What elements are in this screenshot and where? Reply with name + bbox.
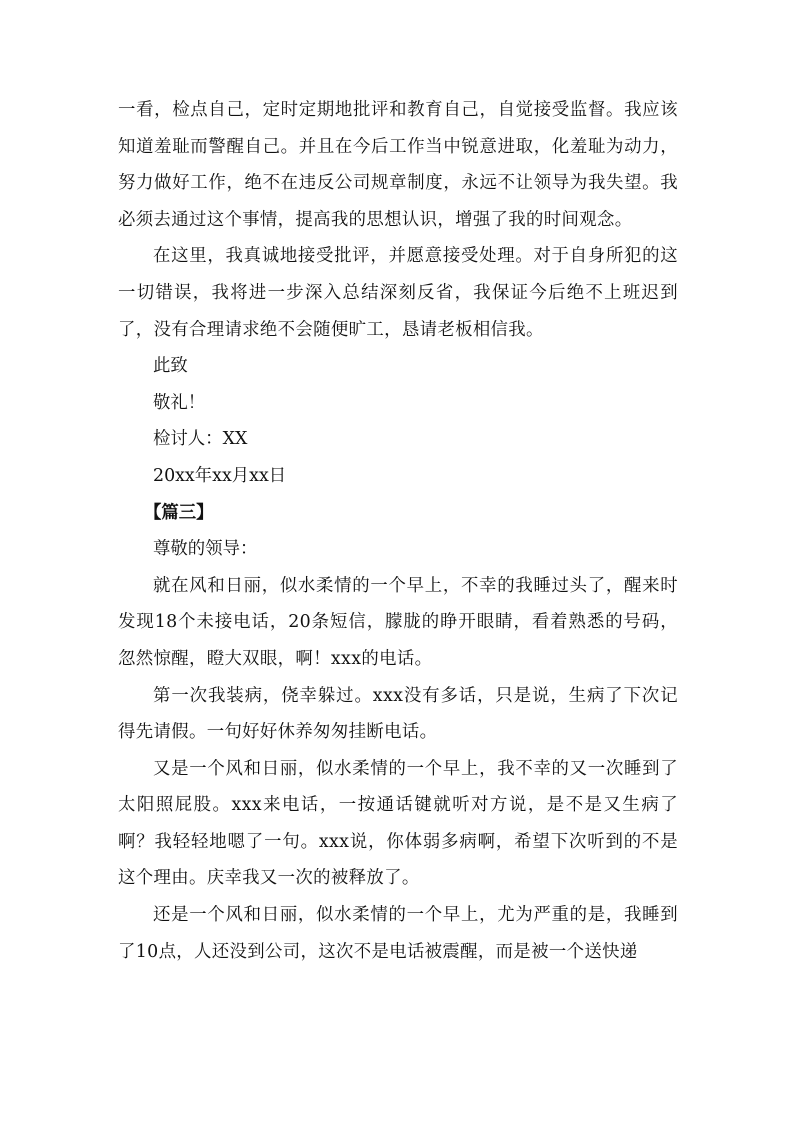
date-line: 20xx年xx月xx日	[153, 465, 287, 486]
salute-line: 敬礼！	[153, 392, 206, 413]
paragraph-second-morning: 又是一个风和日丽，似水柔情的一个早上，我不幸的又一次睡到了太阳照屁股。xxx来电话，一按通话键就听对方说，是不是又生病了啊？我轻轻地嗯了一句。xxx说，你体弱多病啊，希望下次听到的不是这个理由。庆幸我又一次的被释放了。	[118, 758, 678, 889]
closing-line: 此致	[153, 356, 188, 377]
document-page	[118, 92, 678, 970]
paragraph-third-morning: 还是一个风和日丽，似水柔情的一个早上，尤为严重的是，我睡到了10点，人还没到公司，这次不是电话被震醒，而是被一个送快递	[118, 905, 678, 962]
greeting-line: 尊敬的领导：	[153, 539, 258, 560]
paragraph-acceptance: 在这里，我真诚地接受批评，并愿意接受处理。对于自身所犯的这一切错误，我将进一步深入总结深刻反省，我保证今后绝不上班迟到了，没有合理请求绝不会随便旷工，恳请老板相信我。	[118, 246, 678, 340]
paragraph-first-morning: 就在风和日丽，似水柔情的一个早上，不幸的我睡过头了，醒来时发现18个未接电话，20条短信，朦胧的睁开眼睛，看着熟悉的号码，忽然惊醒，瞪大双眼，啊！xxx的电话。	[118, 575, 678, 669]
paragraph-first-excuse: 第一次我装病，侥幸躲过。xxx没有多话，只是说，生病了下次记得先请假。一句好好休养匆匆挂断电话。	[118, 685, 678, 743]
signer-line: 检讨人：XX	[153, 429, 248, 450]
section-title: 【篇三】	[144, 502, 214, 523]
paragraph-continuation: 一看，检点自己，定时定期地批评和教育自己，自觉接受监督。我应该知道羞耻而警醒自己。并且在今后工作当中锐意进取，化羞耻为动力，努力做好工作，绝不在违反公司规章制度，永远不让领导为我失望。我必须去通过这个事情，提高我的思想认识，增强了我的时间观念。	[118, 100, 678, 230]
